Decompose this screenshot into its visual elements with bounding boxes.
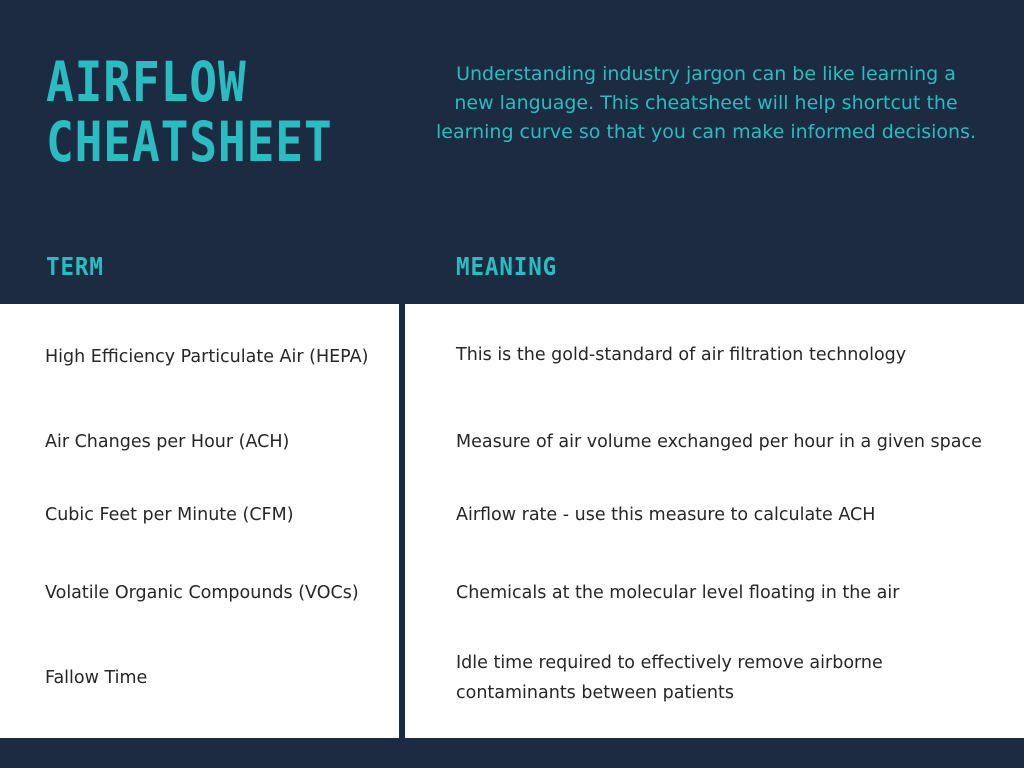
- meaning-hepa: This is the gold-standard of air filtration technology: [456, 345, 907, 365]
- term-ach: Air Changes per Hour (ACH): [45, 432, 290, 452]
- term-fallow-time: Fallow Time: [45, 668, 148, 688]
- page-title: [46, 52, 333, 172]
- title-line-1: AIRFLOW: [46, 50, 247, 114]
- term-cfm: Cubic Feet per Minute (CFM): [45, 505, 294, 525]
- meaning-vocs: Chemicals at the molecular level floating in the air: [456, 583, 900, 603]
- intro-paragraph: Understanding industry jargon can be like learning a new language. This cheatsheet will help shortcut the learning curve so that you can make informed decisions.: [436, 63, 977, 143]
- term-column-header: TERM: [46, 252, 104, 281]
- meaning-column-header: MEANING: [456, 252, 558, 281]
- term-hepa: High Efficiency Particulate Air (HEPA): [45, 347, 369, 367]
- meaning-ach: Measure of air volume exchanged per hour in a given space: [456, 432, 982, 452]
- title-line-2: CHEATSHEET: [46, 110, 333, 174]
- meaning-cfm: Airflow rate - use this measure to calculate ACH: [456, 505, 876, 525]
- term-vocs: Volatile Organic Compounds (VOCs): [45, 583, 359, 603]
- meaning-fallow-time: Idle time required to effectively remove airborne contaminants between patients: [456, 653, 883, 703]
